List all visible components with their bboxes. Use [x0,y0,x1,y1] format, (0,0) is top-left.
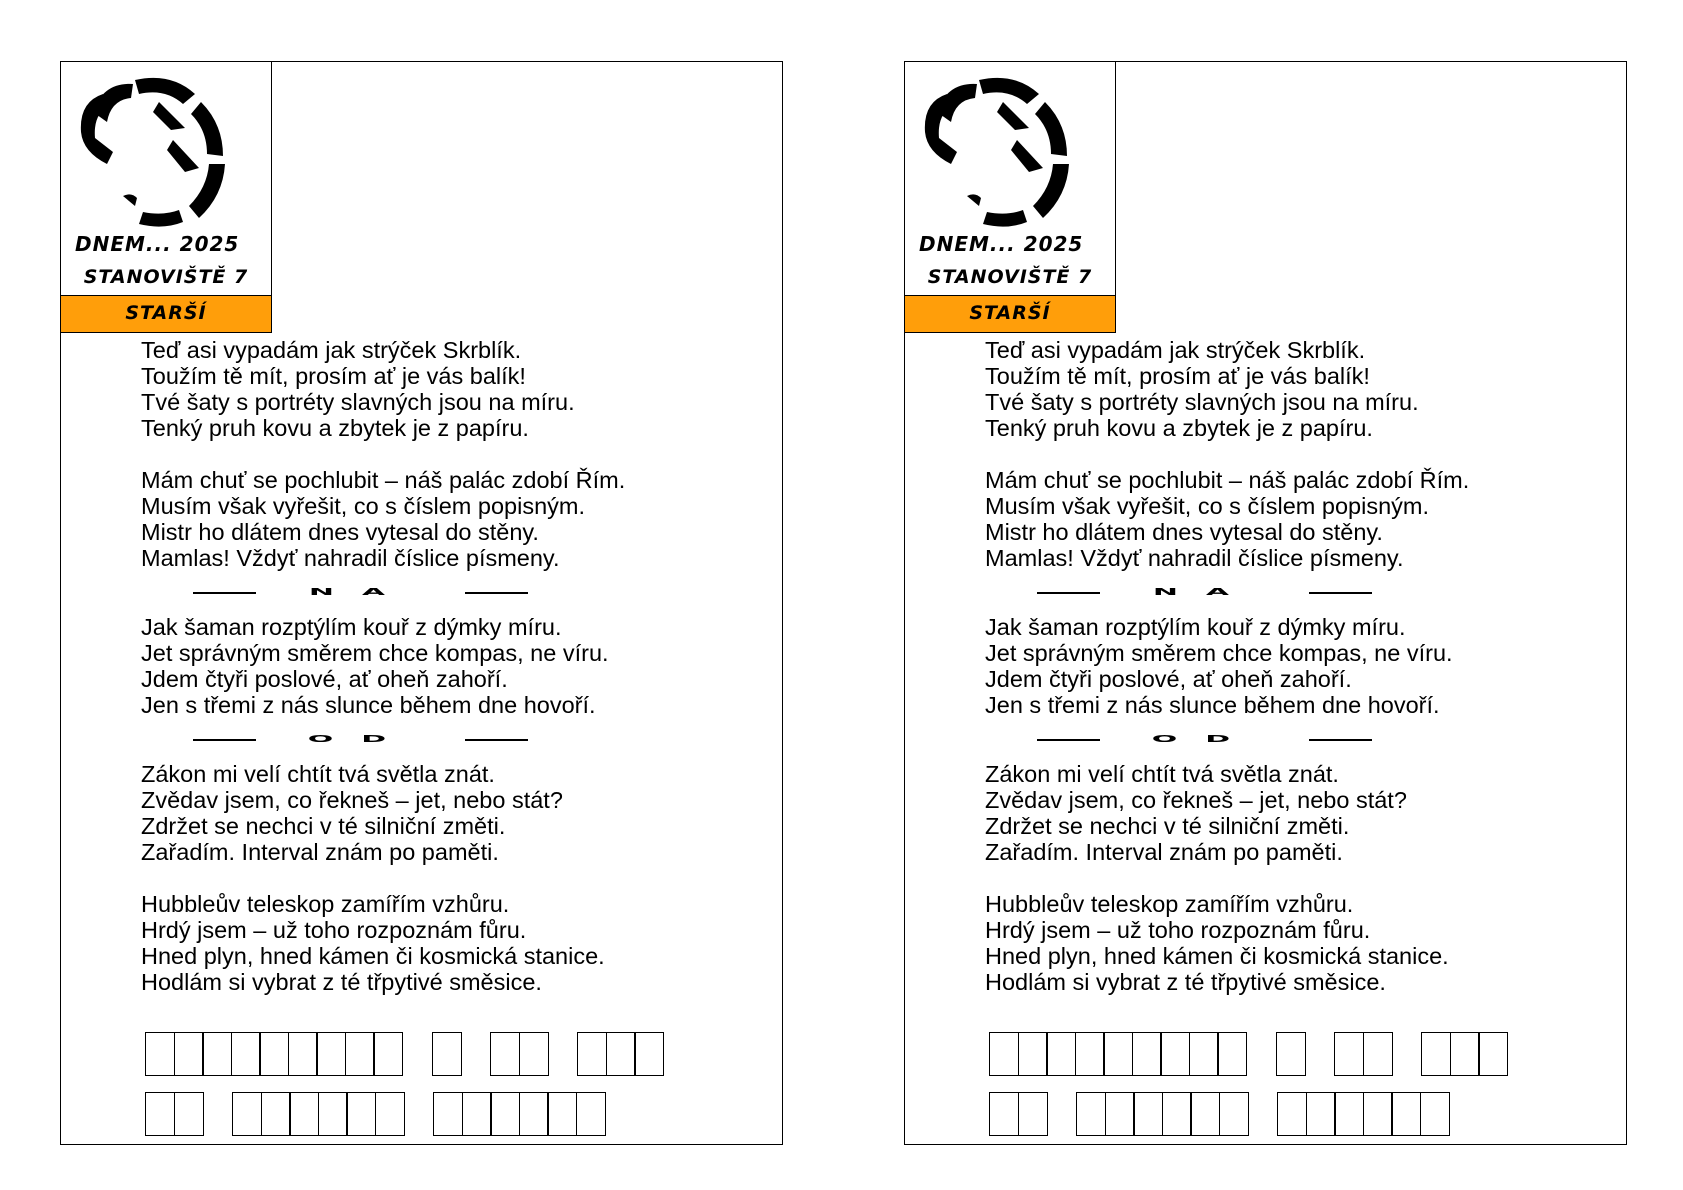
poem-line: Zákon mi velí chtít tvá světla znát. [141,761,495,787]
poem-line: Hubbleův teleskop zamířím vzhůru. [141,891,510,917]
station-label: STANOVIŠTĚ 7 [83,266,249,288]
poem-line: Jet správným směrem chce kompas, ne víru. [141,640,609,666]
answer-cell[interactable] [1217,1032,1247,1076]
answer-cell[interactable] [1190,1092,1220,1136]
poem-line: Mistr ho dlátem dnes vytesal do stěny. [141,519,539,545]
divider-word: OD [307,733,415,745]
poem-line: Musím však vyřešit, co s číslem popisným. [141,493,585,519]
answer-cell[interactable] [1132,1032,1162,1076]
answer-cell[interactable] [261,1092,291,1136]
answer-cell[interactable] [1160,1032,1190,1076]
divider-rule [1309,592,1372,594]
poem-line: Zákon mi velí chtít tvá světla znát. [985,761,1339,787]
poem-line: Hubbleův teleskop zamířím vzhůru. [985,891,1354,917]
answer-cell[interactable] [1334,1032,1364,1076]
answer-cell[interactable] [231,1032,261,1076]
answer-cell[interactable] [1478,1032,1508,1076]
stanza-2 [141,467,625,571]
answer-cell[interactable] [1018,1032,1048,1076]
puzzle-card-left [60,61,783,1145]
divider-od [985,723,1385,757]
divider-rule [193,739,256,741]
poem-line: Teď asi vypadám jak strýček Skrblík. [141,337,522,363]
poem-line: Tenký pruh kovu a zbytek je z papíru. [985,415,1373,441]
answer-cell[interactable] [1162,1092,1192,1136]
answer-word [490,1032,547,1076]
answer-word [232,1092,403,1136]
answer-cell[interactable] [1334,1092,1364,1136]
answer-word [1334,1032,1391,1076]
answer-cell[interactable] [259,1032,289,1076]
divider-rule [465,739,528,741]
poem-line: Tvé šaty s portréty slavných jsou na míru. [985,389,1419,415]
divider-na [141,576,541,610]
poem-line: Hrdý jsem – už toho rozpoznám fůru. [985,917,1371,943]
divider-na [985,576,1385,610]
answer-cell[interactable] [345,1032,375,1076]
stanza-1 [985,337,1469,441]
answer-cell[interactable] [288,1032,318,1076]
category-band: STARŠÍ [61,295,271,332]
station-label: STANOVIŠTĚ 7 [927,266,1093,288]
puzzle-card-right [904,61,1627,1145]
answer-cell[interactable] [1391,1092,1421,1136]
answer-word [1421,1032,1507,1076]
answer-cell[interactable] [547,1092,577,1136]
category-band: STARŠÍ [905,295,1115,332]
answer-cell[interactable] [1046,1032,1076,1076]
answer-cell[interactable] [289,1092,319,1136]
answer-cell[interactable] [989,1092,1019,1136]
stanza-4 [985,761,1469,865]
poem-line: Mám chuť se pochlubit – náš palác zdobí Řím. [985,467,1470,493]
swirl-logo-icon [917,72,1097,232]
answer-cell[interactable] [1189,1032,1219,1076]
answer-cell[interactable] [989,1032,1019,1076]
divider-word: NA [308,586,414,598]
answer-cell[interactable] [1105,1092,1135,1136]
answer-cell[interactable] [576,1092,606,1136]
answer-word [1277,1092,1448,1136]
answer-cell[interactable] [1103,1032,1133,1076]
answer-cell[interactable] [519,1032,549,1076]
divider-rule [1037,592,1100,594]
poem-line: Mamlas! Vždyť nahradil číslice písmeny. [141,545,560,571]
answer-cell[interactable] [634,1032,664,1076]
divider-rule [193,592,256,594]
poem-line: Jen s třemi z nás slunce během dne hovoří. [141,692,596,718]
divider-rule [1037,739,1100,741]
answer-cell[interactable] [373,1032,403,1076]
poem-line: Hned plyn, hned kámen či kosmická stanice. [985,943,1449,969]
answer-cell[interactable] [433,1092,463,1136]
poem-line: Tvé šaty s portréty slavných jsou na míru. [141,389,575,415]
poem-line: Zařadím. Interval znám po paměti. [141,839,499,865]
answer-cell[interactable] [318,1092,348,1136]
divider-word: OD [1151,733,1259,745]
answer-cell[interactable] [1363,1092,1393,1136]
answer-cell[interactable] [375,1092,405,1136]
stanza-1 [141,337,625,441]
answer-cell[interactable] [432,1032,462,1076]
stanza-5 [141,891,625,995]
answer-cell[interactable] [490,1092,520,1136]
answer-cell[interactable] [1306,1092,1336,1136]
poem-line: Zařadím. Interval znám po paměti. [985,839,1343,865]
divider-word: NA [1152,586,1258,598]
answer-cell[interactable] [1018,1092,1048,1136]
poem [141,337,625,995]
answer-grid-row-2 [145,1092,634,1136]
answer-word [433,1092,604,1136]
answer-cell[interactable] [1219,1092,1249,1136]
poem-line: Jdem čtyři poslové, ať oheň zahoří. [985,666,1352,692]
answer-cell[interactable] [1450,1032,1480,1076]
poem [985,337,1469,995]
answer-grid-row-1 [989,1032,1537,1076]
answer-cell[interactable] [490,1032,520,1076]
divider-rule [1309,739,1372,741]
poem-line: Jak šaman rozptýlím kouř z dýmky míru. [141,614,562,640]
poem-line: Mistr ho dlátem dnes vytesal do stěny. [985,519,1383,545]
answer-cell[interactable] [316,1032,346,1076]
answer-word [989,1092,1046,1136]
answer-word [577,1032,663,1076]
poem-line: Zvědav jsem, co řekneš – jet, nebo stát? [141,787,563,813]
divider-rule [465,592,528,594]
answer-cell[interactable] [1277,1092,1307,1136]
answer-cell[interactable] [202,1032,232,1076]
poem-line: Zvědav jsem, co řekneš – jet, nebo stát? [985,787,1407,813]
poem-line: Toužím tě mít, prosím ať je vás balík! [985,363,1370,389]
stanza-2 [985,467,1469,571]
poem-line: Zdržet se nechci v té silniční změti. [141,813,506,839]
poem-line: Mamlas! Vždyť nahradil číslice písmeny. [985,545,1404,571]
stanza-5 [985,891,1469,995]
answer-cell[interactable] [145,1032,175,1076]
answer-grid-row-1 [145,1032,693,1076]
answer-cell[interactable] [1076,1092,1106,1136]
answer-cell[interactable] [346,1092,376,1136]
answer-word [145,1032,402,1076]
answer-cell[interactable] [1276,1032,1306,1076]
answer-word [1276,1032,1305,1076]
stanza-4 [141,761,625,865]
poem-line: Jen s třemi z nás slunce během dne hovoří. [985,692,1440,718]
answer-cell[interactable] [462,1092,492,1136]
answer-word [145,1092,202,1136]
stanza-3 [141,614,625,718]
answer-cell[interactable] [1363,1032,1393,1076]
poem-line: Jet správným směrem chce kompas, ne víru. [985,640,1453,666]
answer-cell[interactable] [519,1092,549,1136]
logo-block [905,62,1116,333]
poem-line: Zdržet se nechci v té silniční změti. [985,813,1350,839]
poem-line: Musím však vyřešit, co s číslem popisným. [985,493,1429,519]
poem-line: Jak šaman rozptýlím kouř z dýmky míru. [985,614,1406,640]
answer-word [1076,1092,1247,1136]
poem-line: Toužím tě mít, prosím ať je vás balík! [141,363,526,389]
event-title: DNEM... 2025 [919,232,1084,256]
answer-cell[interactable] [1075,1032,1105,1076]
answer-word [432,1032,461,1076]
poem-line: Hned plyn, hned kámen či kosmická stanice. [141,943,605,969]
answer-grid-row-2 [989,1092,1478,1136]
poem-line: Jdem čtyři poslové, ať oheň zahoří. [141,666,508,692]
stanza-3 [985,614,1469,718]
poem-line: Mám chuť se pochlubit – náš palác zdobí Řím. [141,467,626,493]
answer-cell[interactable] [1421,1032,1451,1076]
answer-cell[interactable] [1420,1092,1450,1136]
answer-cell[interactable] [174,1032,204,1076]
answer-cell[interactable] [1133,1092,1163,1136]
answer-cell[interactable] [606,1032,636,1076]
poem-line: Hodlám si vybrat z té třpytivé směsice. [141,969,542,995]
answer-cell[interactable] [174,1092,204,1136]
answer-cell[interactable] [232,1092,262,1136]
answer-word [989,1032,1246,1076]
poem-line: Hrdý jsem – už toho rozpoznám fůru. [141,917,527,943]
poem-line: Tenký pruh kovu a zbytek je z papíru. [141,415,529,441]
poem-line: Hodlám si vybrat z té třpytivé směsice. [985,969,1386,995]
answer-cell[interactable] [145,1092,175,1136]
logo-block [61,62,272,333]
swirl-logo-icon [73,72,253,232]
divider-od [141,723,541,757]
poem-line: Teď asi vypadám jak strýček Skrblík. [985,337,1366,363]
answer-cell[interactable] [577,1032,607,1076]
event-title: DNEM... 2025 [75,232,240,256]
